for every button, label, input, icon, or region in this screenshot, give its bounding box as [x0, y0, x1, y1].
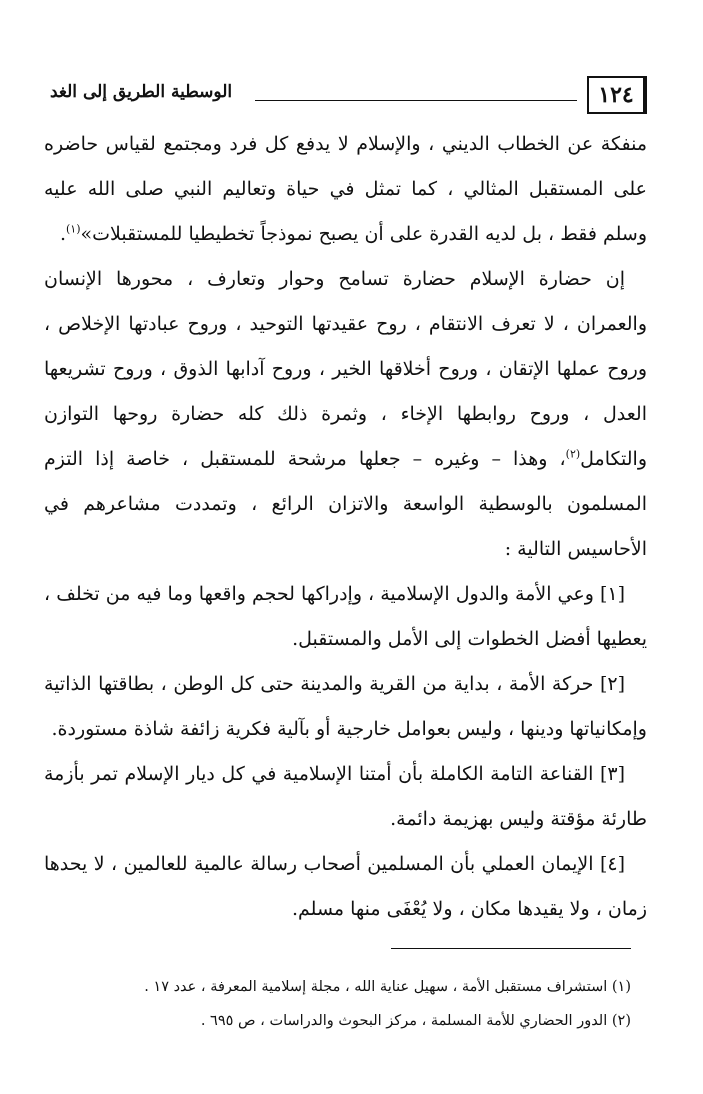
list-item: [٣] القناعة التامة الكاملة بأن أمتنا الإسلامية في كل ديار الإسلام تمر بأزمة طارئة مؤقتة وليس بهزيمة دائمة. — [44, 763, 647, 830]
list-item: [١] وعي الأمة والدول الإسلامية ، وإدراكها لحجم واقعها وما فيه من تخلف ، يعطيها أفضل الخطوات إلى الأمل والمستقبل. — [44, 583, 647, 650]
running-title: الوسطية الطريق إلى الغد — [50, 82, 233, 102]
footnote-ref-2: (٢) — [565, 447, 581, 461]
footnote-2: (٢) الدور الحضاري للأمة المسلمة ، مركز البحوث والدراسات ، ص ٦٩٥ . — [200, 1013, 631, 1029]
footnotes — [120, 970, 631, 1038]
list-item: [٤] الإيمان العملي بأن المسلمين أصحاب رسالة عالمية للعالمين ، لا يحدها زمان ، ولا يقيدها مكان ، ولا يُعْفَى منها مسلم. — [44, 853, 647, 920]
paragraph-civilization: إن حضارة الإسلام حضارة تسامح وحوار وتعارف ، محورها الإنسان والعمران ، لا تعرف الانتقام ، روح عقيدتها التوحيد ، وروح عبادتها الإخلاص ، وروح عملها الإتقان ، وروح أخلاقها الخير ، وروح آدابها الذوق ، وروح تشريعها العدل ، وروح روابطها الإخاء ، وثمرة ذلك كله حضارة روحها التوازن والتكامل$^{(٢)}$، وهذا – وغيره – جعلها مرشحة للمستقبل ، خاصة إذا التزم المسلمون بالوسطية الواسعة والاتزان الرائع ، وتمددت مشاعرهم في الأحاسيس التالية : — [44, 268, 647, 560]
footnote-rule — [391, 948, 631, 949]
page-number-box — [587, 76, 647, 114]
header-rule — [255, 100, 577, 101]
footnote-ref-1: (١) — [66, 222, 81, 236]
paragraph-continuation: منفكة عن الخطاب الديني ، والإسلام لا يدفع كل فرد ومجتمع لقياس حاضره على المستقبل المثالي ، كما تمثل في حياة وتعاليم النبي صلى الله عليه وسلم فقط ، بل لديه القدرة على أن يصبح نموذجاً تخطيطيا للمستقبلات»$^{(١)}$. — [44, 133, 647, 245]
body-text — [44, 122, 647, 932]
list-item: [٢] حركة الأمة ، بداية من القرية والمدينة حتى كل الوطن ، بطاقتها الذاتية وإمكانياتها ودينها ، وليس بعوامل خارجية أو بآلية فكرية زائفة شاذة مستوردة. — [44, 673, 647, 740]
running-header — [50, 76, 647, 116]
page-number: ١٢٤ — [598, 82, 634, 108]
footnote-1: (١) استشراف مستقبل الأمة ، سهيل عناية الله ، مجلة إسلامية المعرفة ، عدد ١٧ . — [144, 979, 631, 995]
